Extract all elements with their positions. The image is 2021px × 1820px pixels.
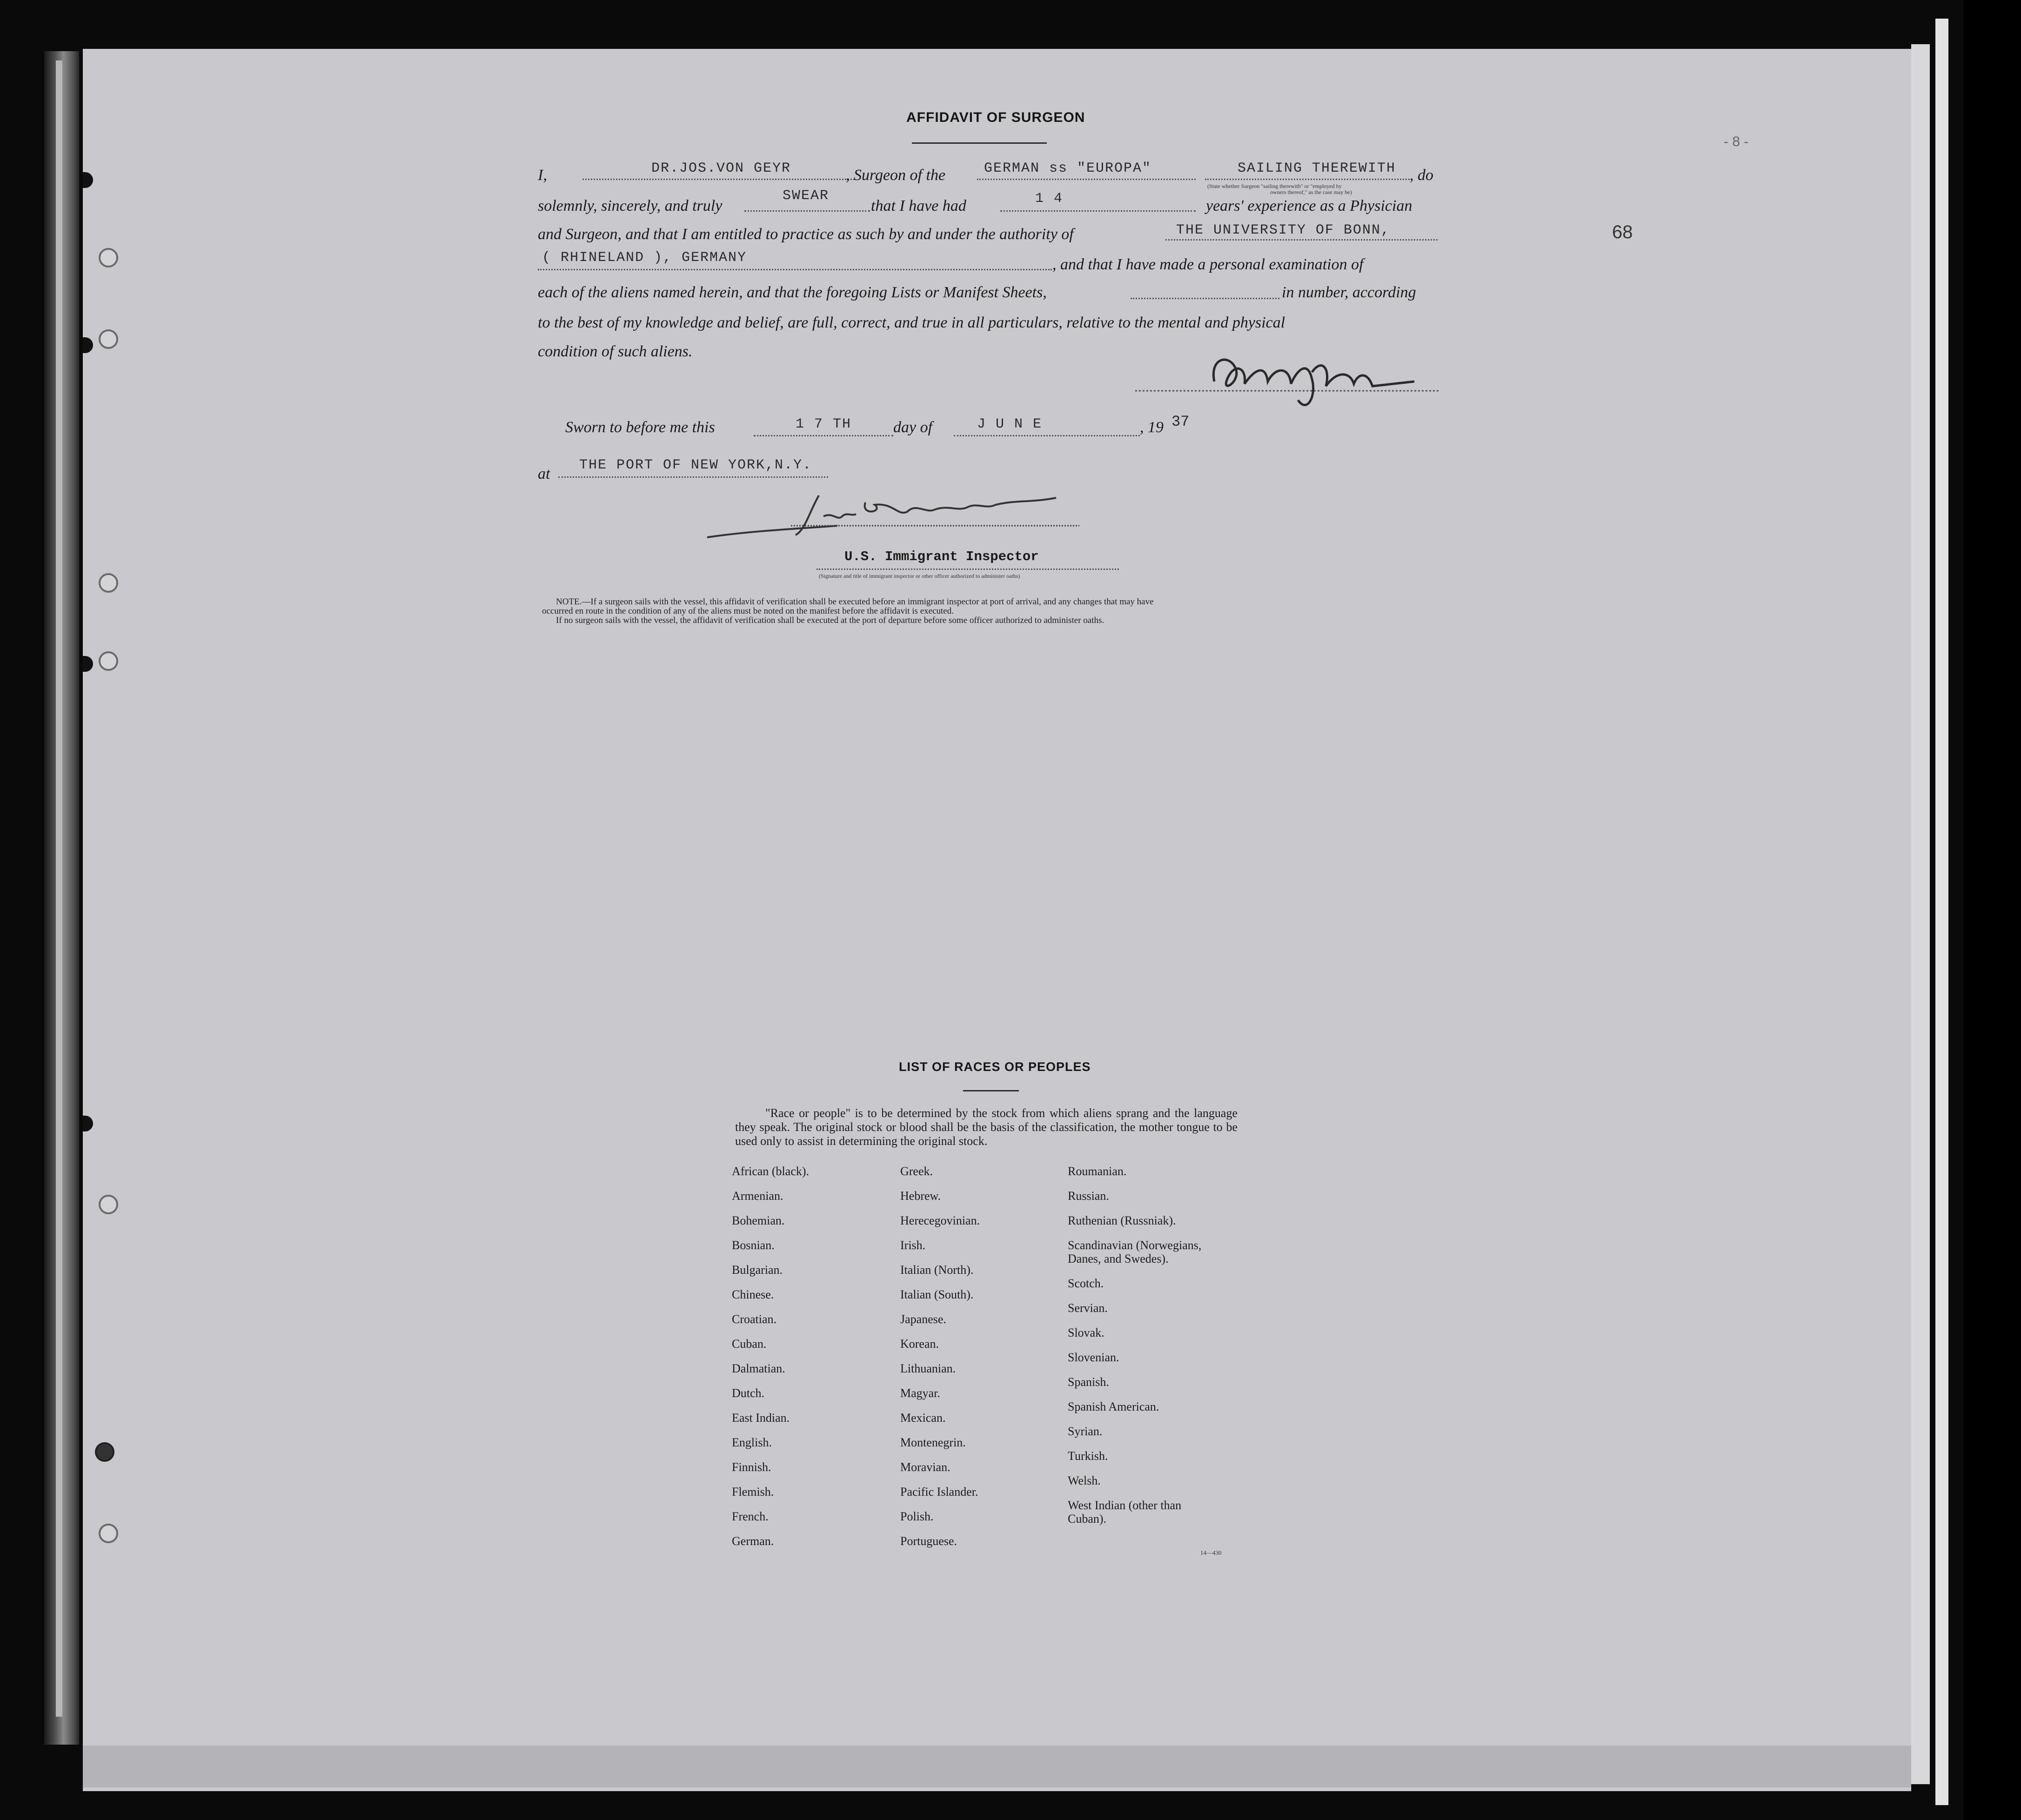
note-line-3: If no surgeon sails with the vessel, the affidavit of verification shall be executed at the port of departure before some officer authorized to administer oaths. [556,616,1104,625]
races-column-3 [1068,1164,1201,1537]
note-line-1: NOTE.—If a surgeon sails with the vessel, this affidavit of verification shall be executed before an immigrant inspector at port of arrival, and any changes that may have [556,597,1154,607]
race-item: French. [732,1510,769,1523]
inspector-hint: (Signature and title of immigrant inspector or other officer authorized to administer oaths) [819,573,1020,579]
authority-dotted-line-1 [1165,239,1438,241]
punch-hole [99,651,118,671]
race-item: Scandinavian (Norwegians, Danes, and Swedes). [1068,1238,1202,1265]
do-label: , do [1410,167,1433,184]
best-knowledge-text: to the best of my knowledge and belief, are full, correct, and true in all particulars, relative to the mental and physical [538,314,1285,331]
years-field: 1 4 [1035,191,1064,207]
year-prefix: , 19 [1140,419,1164,436]
punch-hole [99,248,118,268]
page-bottom-edge [83,1746,1911,1787]
race-item: Japanese. [900,1312,946,1326]
in-number-label: in number, according [1282,284,1416,301]
race-item: Welsh. [1068,1474,1101,1487]
sheets-dotted-line [1131,298,1279,299]
race-item: Chinese. [732,1288,774,1301]
race-item: Armenian. [732,1189,783,1203]
race-item: Magyar. [900,1386,940,1400]
race-item: Lithuanian. [900,1362,956,1375]
surgeon-name-field: DR.JOS.VON GEYR [651,161,791,176]
years-experience-label: years' experience as a Physician [1206,197,1412,214]
next-page-edge [1935,19,1948,1805]
page-right-edge [1911,44,1930,1784]
status-dotted-line [1205,179,1410,180]
race-item: Hebrew. [900,1189,941,1203]
i-label: I, [538,167,547,184]
day-of-label: day of [893,419,933,436]
race-item: Korean. [900,1337,939,1351]
condition-text: condition of such aliens. [538,343,693,360]
inspector-title: U.S. Immigrant Inspector [844,549,1039,564]
scan-border [1963,0,2021,1820]
race-item: Italian (North). [900,1263,974,1277]
race-item: Spanish American. [1068,1400,1159,1413]
day-dotted-line [754,435,893,436]
race-item: Montenegrin. [900,1436,966,1449]
race-item: Greek. [900,1164,933,1178]
authority-label: and Surgeon, and that I am entitled to practice as such by and under the authority of [538,226,1074,243]
race-item: Finnish. [732,1460,771,1474]
status-hint-2: owners thereof," as the case may be) [1270,189,1352,195]
punch-hole [99,573,118,593]
race-item: Spanish. [1068,1375,1109,1389]
race-item: Bulgarian. [732,1263,783,1277]
race-item: Dutch. [732,1386,765,1400]
examination-label: , and that I have made a personal examination of [1052,256,1364,273]
inspector-signature [698,484,1117,544]
document-page [83,49,1911,1791]
surgeon-of-label: , Surgeon of the [846,167,946,184]
binder-spine-edge [56,60,62,1717]
month-field: J U N E [977,416,1043,432]
race-item: Bosnian. [732,1238,775,1252]
races-title: LIST OF RACES OR PEOPLES [899,1060,1091,1074]
race-item: Croatian. [732,1312,777,1326]
page-number: 68 [1612,222,1633,242]
race-item: Polish. [900,1510,934,1523]
form-number: 14—430 [1200,1549,1222,1556]
authority-field-2: ( RHINELAND ), GERMANY [542,250,747,266]
authority-dotted-line-2 [538,269,1052,270]
race-item: Pacific Islander. [900,1485,978,1499]
race-item: African (black). [732,1164,810,1178]
sworn-label: Sworn to before me this [565,419,715,436]
races-column-2 [900,1164,980,1559]
race-item: Slovenian. [1068,1351,1119,1364]
ship-dotted-line [977,179,1196,180]
place-dotted-line [558,476,828,478]
punch-hole [99,1195,118,1214]
affidavit-title: AFFIDAVIT OF SURGEON [906,110,1085,125]
race-item: Flemish. [732,1485,774,1499]
race-item: Moravian. [900,1460,950,1474]
inspector-dotted-line [816,569,1119,570]
place-field: THE PORT OF NEW YORK,N.Y. [579,457,812,473]
race-item: Russian. [1068,1189,1109,1203]
ship-field: GERMAN ss "EUROPA" [984,161,1152,176]
oath-dotted-line [744,210,870,212]
races-title-underline [963,1090,1019,1091]
status-hint: (State whether Surgeon "sailing therewith" or "employed by [1207,183,1342,189]
title-underline [912,142,1047,144]
race-item: Irish. [900,1238,926,1252]
month-dotted-line [954,435,1140,436]
race-item: Slovak. [1068,1326,1104,1339]
race-item: West Indian (other than Cuban). [1068,1499,1182,1526]
race-item: Scotch. [1068,1277,1104,1290]
each-aliens-label: each of the aliens named herein, and that the foregoing Lists or Manifest Sheets, [538,284,1047,301]
have-had-label: that I have had [871,197,966,214]
race-item: Servian. [1068,1301,1108,1315]
race-item: Bohemian. [732,1214,785,1227]
punch-hole [99,329,118,349]
race-item: Ruthenian (Russniak). [1068,1214,1176,1227]
race-item: Cuban. [732,1337,767,1351]
authority-field-1: THE UNIVERSITY OF BONN, [1176,222,1391,238]
race-item: English. [732,1436,772,1449]
race-item: Dalmatian. [732,1362,785,1375]
races-intro: "Race or people" is to be determined by the stock from which aliens sprang and the language they speak. The original stock or blood shall be the basis of the classification, the mother tongue to be used only to assist in determining the original stock. [735,1106,1238,1148]
punch-hole [99,1524,118,1543]
name-dotted-line [582,179,855,180]
race-item: East Indian. [732,1411,790,1425]
surgeon-signature [1135,340,1452,419]
oath-field: SWEAR [783,188,830,204]
race-item: Syrian. [1068,1425,1103,1438]
day-field: 1 7 TH [796,416,852,432]
race-item: Italian (South). [900,1288,974,1301]
corner-mark: - 8 - [1724,134,1749,149]
years-dotted-line [1000,210,1196,212]
race-item: Portuguese. [900,1534,957,1548]
race-item: Mexican. [900,1411,946,1425]
punch-hole [95,1442,114,1462]
year-field: 37 [1171,413,1190,430]
at-label: at [538,465,550,482]
race-item: German. [732,1534,774,1548]
race-item: Turkish. [1068,1449,1108,1463]
status-field: SAILING THEREWITH [1238,161,1396,176]
race-item: Herecegovinian. [900,1214,980,1227]
solemnly-label: solemnly, sincerely, and truly [538,197,723,214]
race-item: Roumanian. [1068,1164,1127,1178]
races-column-1 [732,1164,809,1559]
note-line-2: occurred en route in the condition of any of the aliens must be noted on the manifest before the affidavit is executed. [542,606,954,616]
